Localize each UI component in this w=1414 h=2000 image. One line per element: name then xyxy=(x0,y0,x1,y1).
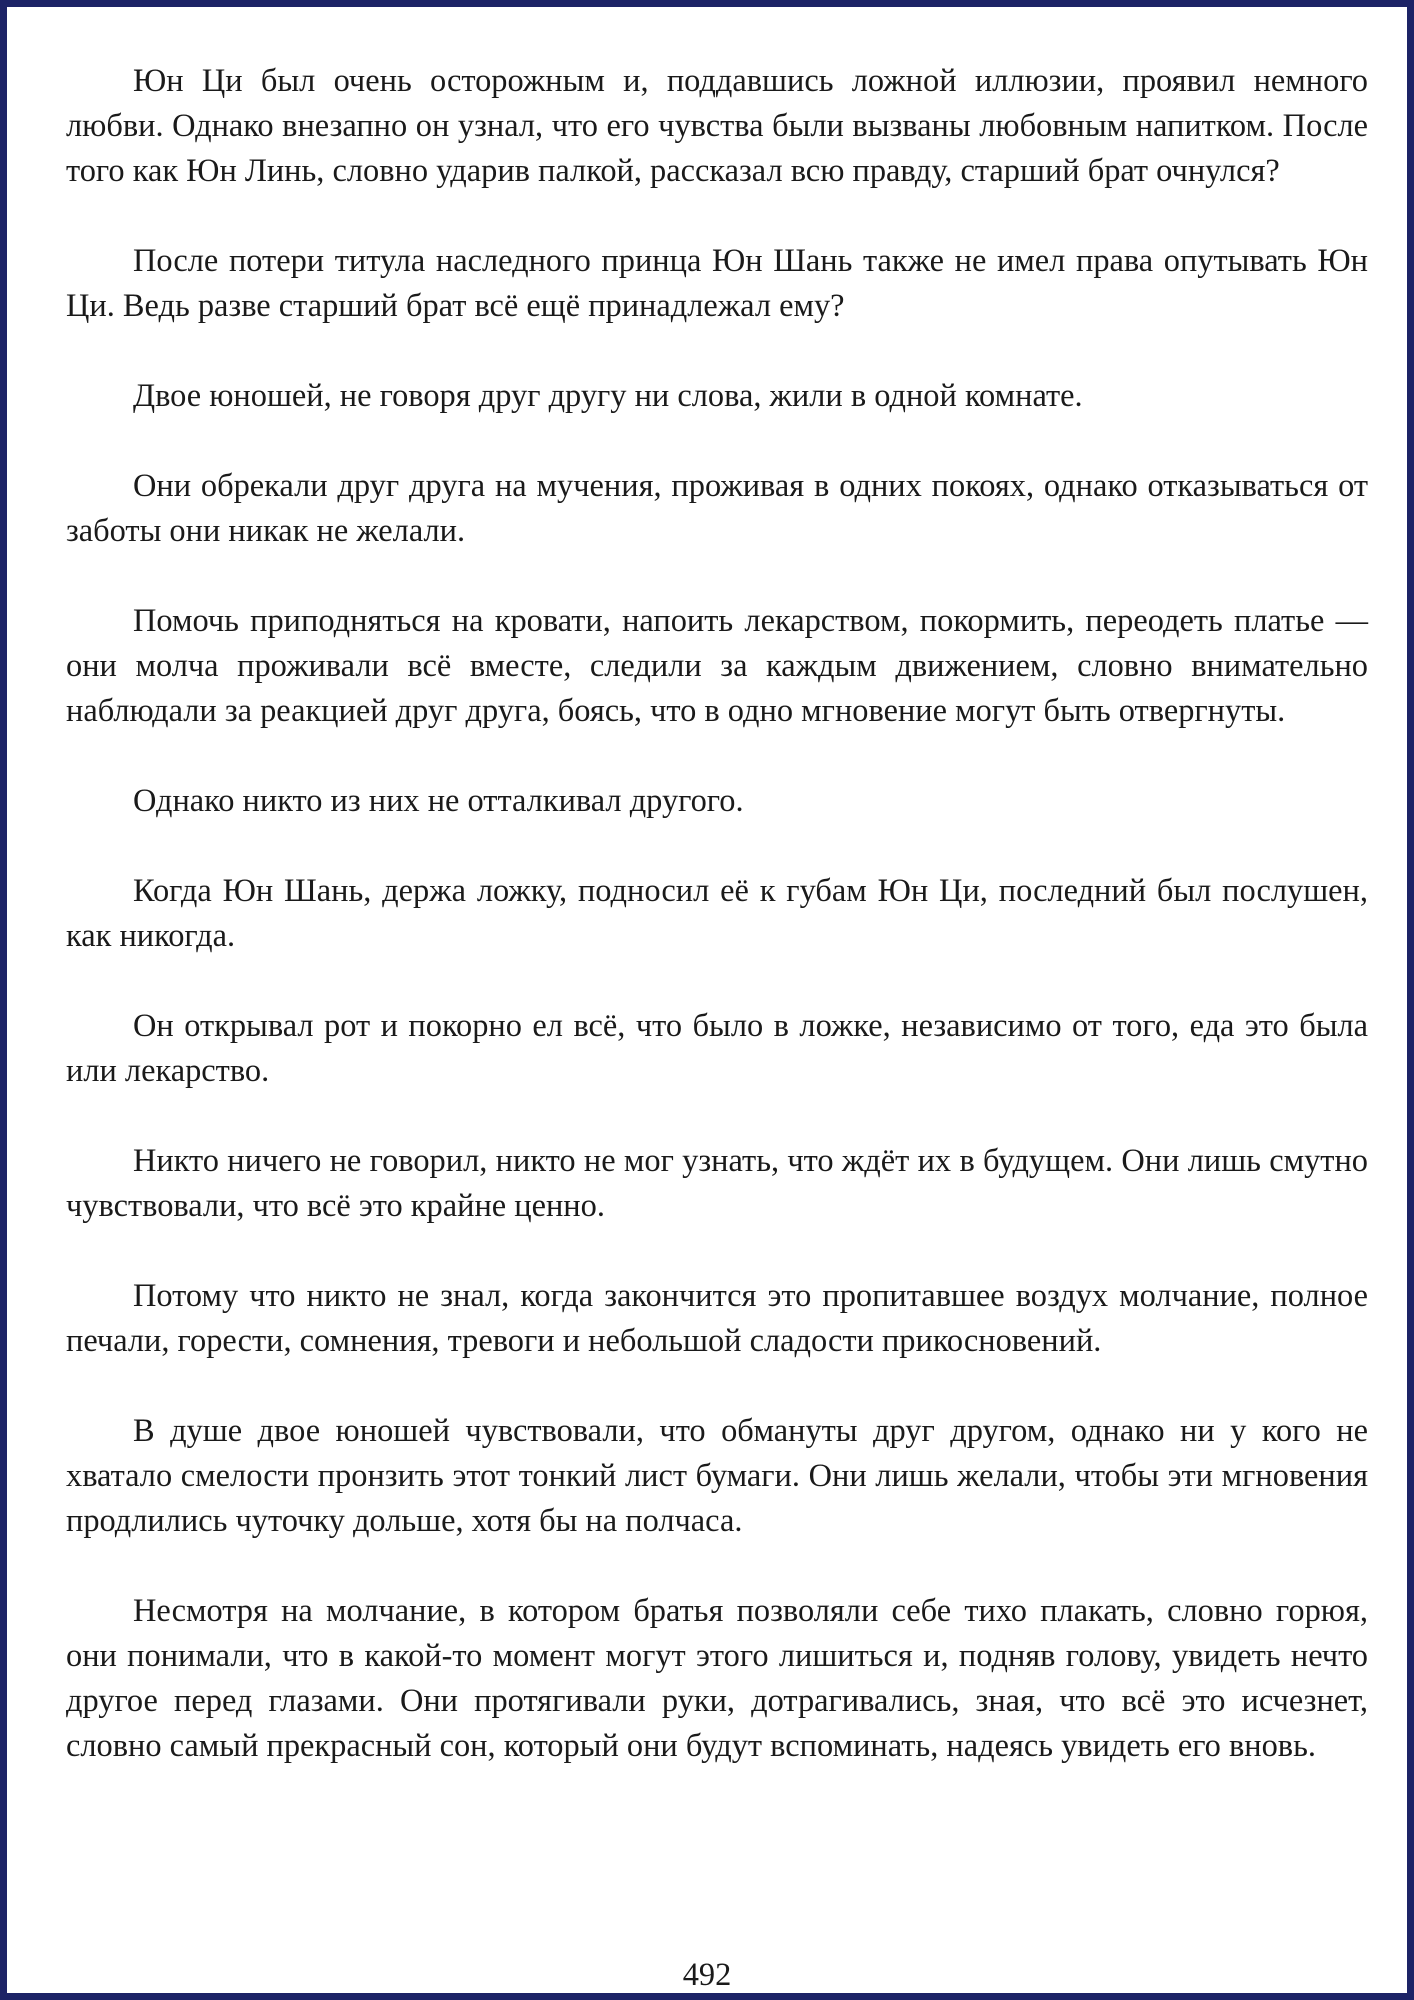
paragraph-6: Однако никто из них не отталкивал другого. xyxy=(133,783,744,819)
page-number: 492 xyxy=(682,1957,732,1993)
paragraph-12: Несмотря на молчание, в котором братья позволяли себе тихо плакать, словно горюя, они понимали, что в какой-то момент могут этого лишиться и, подняв голову, увидеть нечто другое перед глазами. Они протягивали руки, дотрагивались, зная, что всё это исчезнет, словно самый прекрасный сон, который они будут вспоминать, надеясь увидеть его вновь. xyxy=(66,1593,1368,1764)
text-body xyxy=(66,59,1368,1814)
paragraph-1: Юн Ци был очень осторожным и, поддавшись ложной иллюзии, проявил немного любви. Однако внезапно он узнал, что его чувства были вызваны любовным напитком. После того как Юн Линь, словно ударив палкой, рассказал всю правду, старший брат очнулся? xyxy=(66,63,1368,189)
paragraph-7: Когда Юн Шань, держа ложку, подносил её к губам Юн Ци, последний был послушен, как никогда. xyxy=(66,873,1368,954)
paragraph-8: Он открывал рот и покорно ел всё, что было в ложке, независимо от того, еда это была или лекарство. xyxy=(66,1008,1368,1089)
paragraph-9: Никто ничего не говорил, никто не мог узнать, что ждёт их в будущем. Они лишь смутно чувствовали, что всё это крайне ценно. xyxy=(66,1143,1368,1224)
paragraph-2: После потери титула наследного принца Юн Шань также не имел права опутывать Юн Ци. Ведь разве старший брат всё ещё принадлежал ему? xyxy=(66,243,1368,324)
paragraph-5: Помочь приподняться на кровати, напоить лекарством, покормить, переодеть платье — они молча проживали всё вместе, следили за каждым движением, словно внимательно наблюдали за реакцией друг друга, боясь, что в одно мгновение могут быть отвергнуты. xyxy=(66,603,1368,729)
paragraph-11: В душе двое юношей чувствовали, что обмануты друг другом, однако ни у кого не хватало смелости пронзить этот тонкий лист бумаги. Они лишь желали, чтобы эти мгновения продлились чуточку дольше, хотя бы на полчаса. xyxy=(66,1413,1368,1539)
paragraph-10: Потому что никто не знал, когда закончится это пропитавшее воздух молчание, полное печали, горести, сомнения, тревоги и небольшой сладости прикосновений. xyxy=(66,1278,1368,1359)
paragraph-4: Они обрекали друг друга на мучения, проживая в одних покоях, однако отказываться от заботы они никак не желали. xyxy=(66,468,1368,549)
paragraph-3: Двое юношей, не говоря друг другу ни слова, жили в одной комнате. xyxy=(133,378,1083,414)
